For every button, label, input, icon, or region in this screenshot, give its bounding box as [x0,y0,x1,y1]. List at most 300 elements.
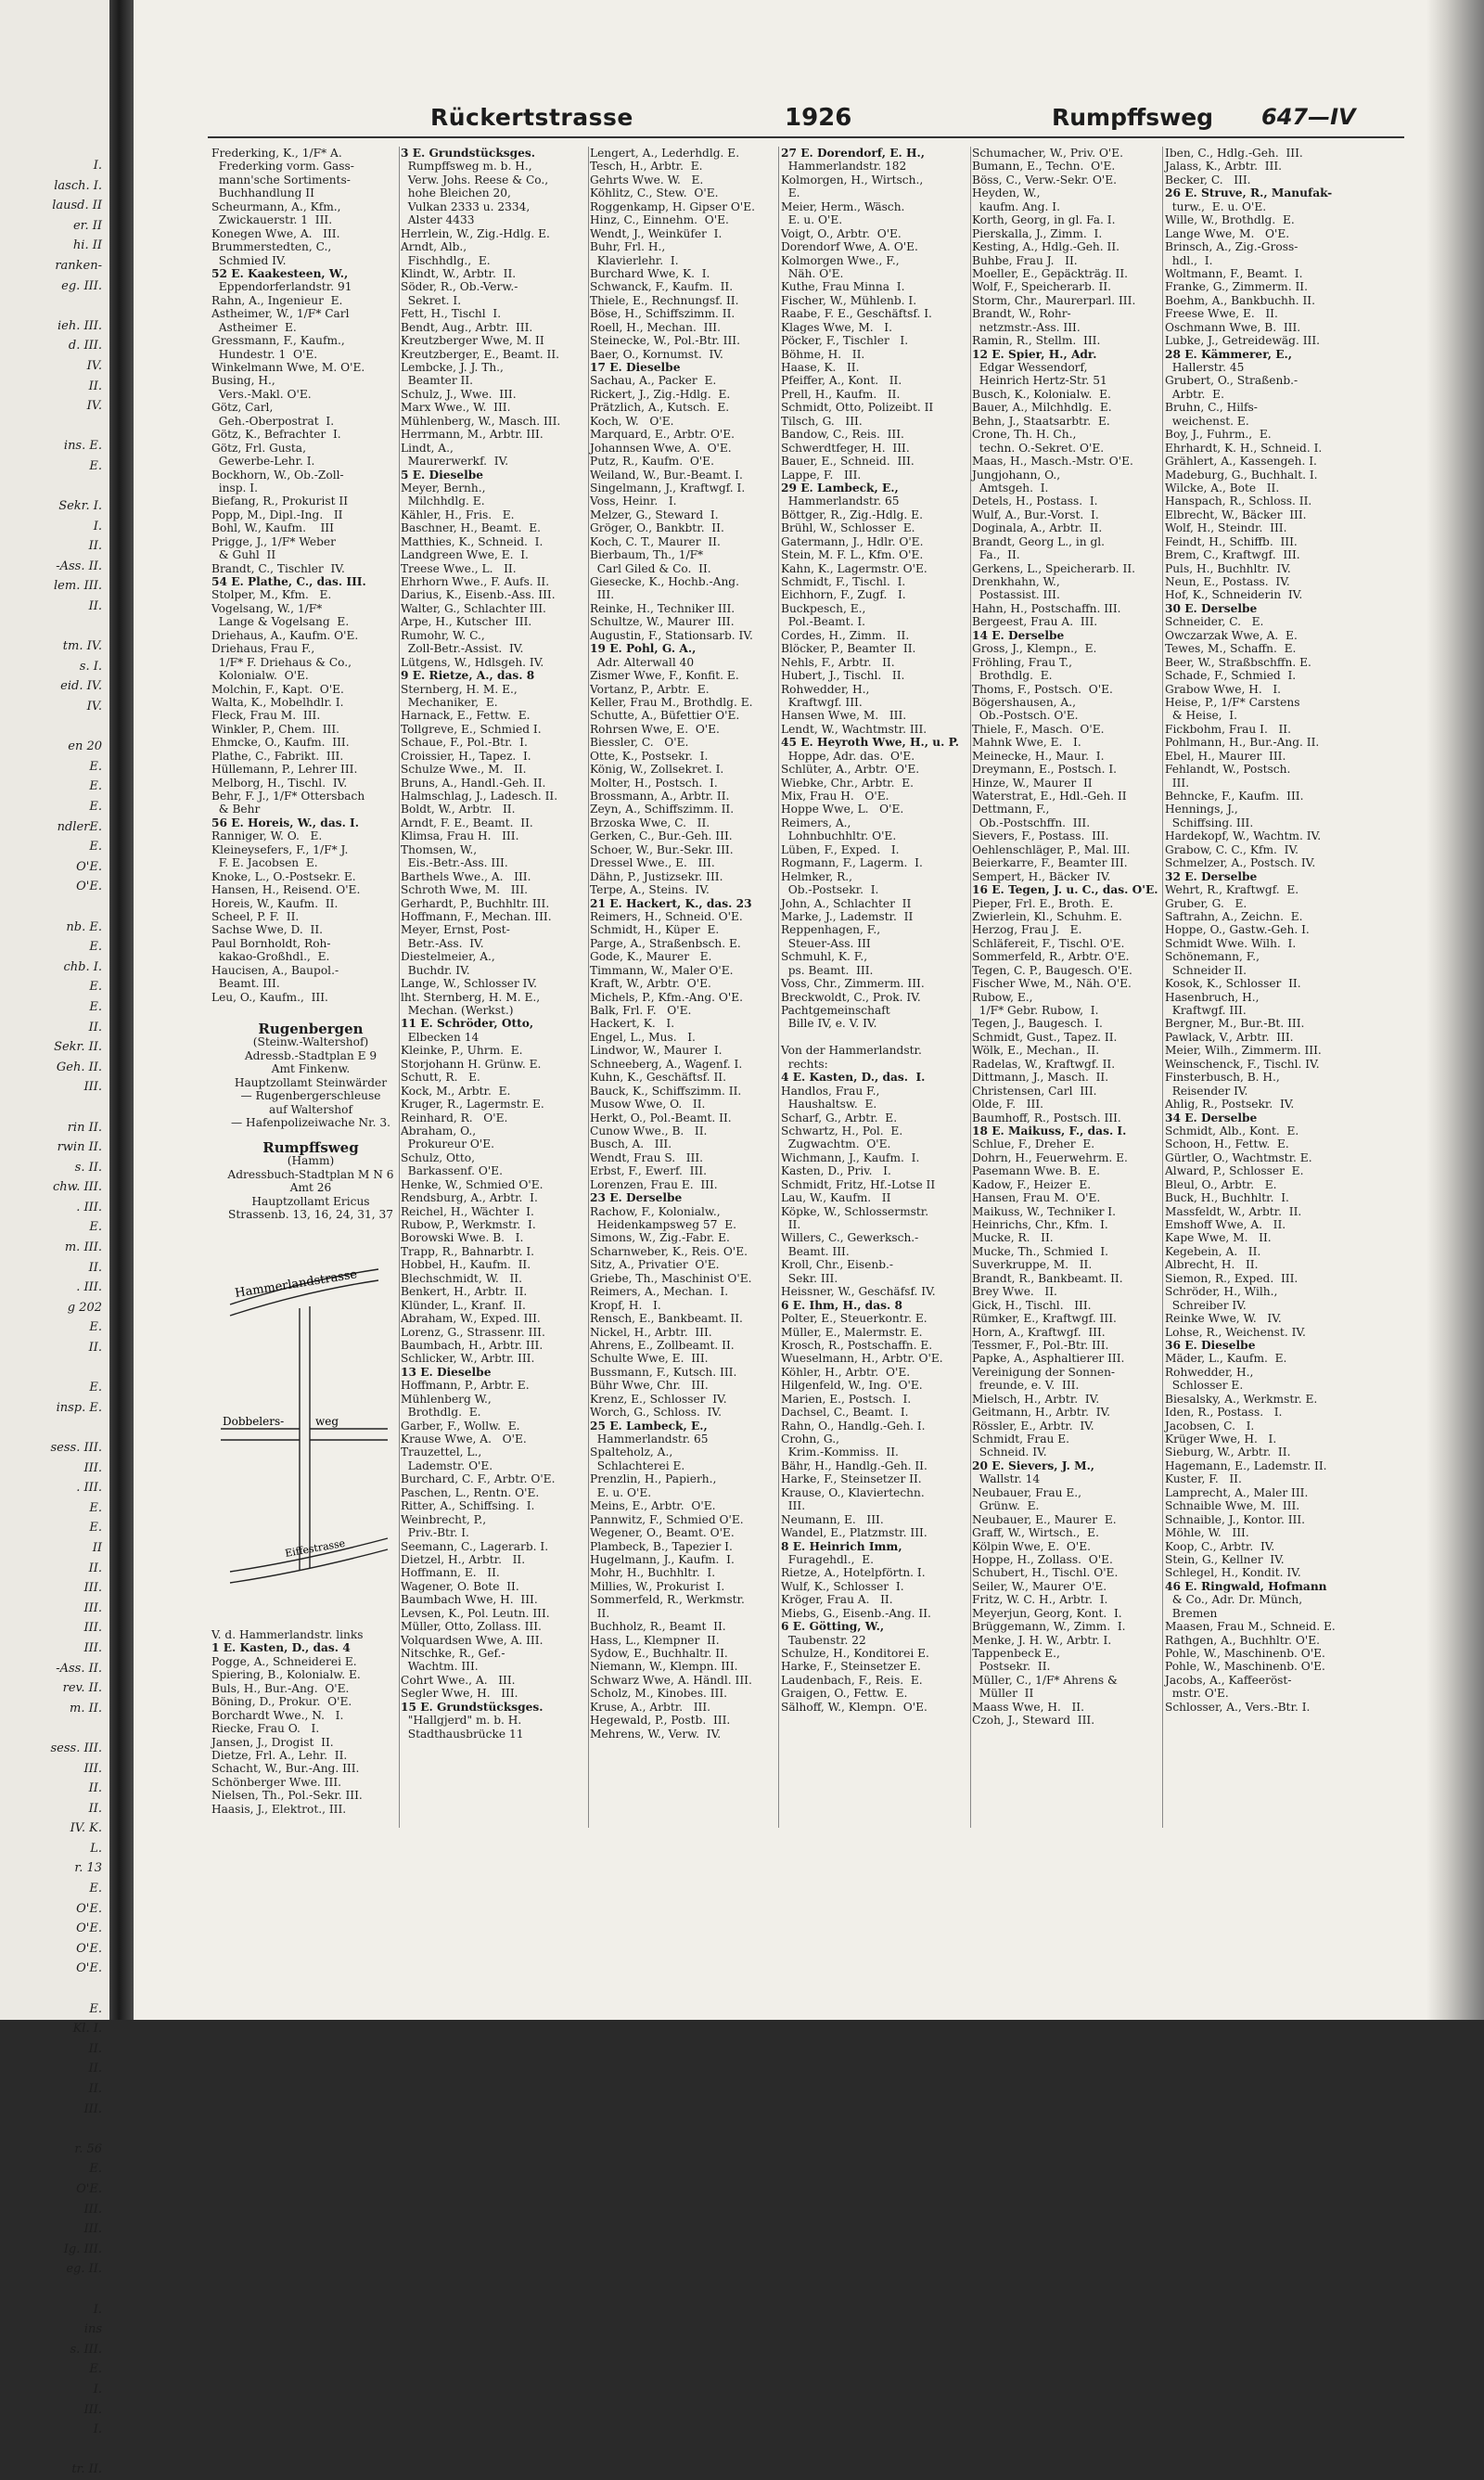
directory-entry: Kraftwgf. III. [1165,1004,1247,1017]
directory-entry: Franke, G., Zimmerm. II. [1165,280,1308,294]
directory-entry: Krüger Wwe, H. I. [1165,1433,1277,1446]
directory-entry: Dressel Wwe., E. III. [590,856,715,870]
directory-entry: Ranniger, W. O. E. [211,829,323,843]
directory-entry: Graigen, O., Fettw. E. [781,1687,908,1701]
directory-entry: Böse, H., Schiffszimm. II. [590,307,736,321]
directory-entry: Prokureur O'E. [401,1137,495,1151]
directory-entry: Lorenz, G., Strassenr. III. [401,1325,545,1339]
directory-entry: Knoke, L., O.-Postsekr. E. [211,869,356,883]
rumpffsweg-section [211,1141,410,1222]
directory-entry: 54 E. Plathe, C., das. III. [211,575,366,588]
directory-entry: Schutte, A., Büfettier O'E. [590,709,740,723]
directory-entry: Hilgenfeld, W., Ing. O'E. [781,1379,923,1393]
directory-entry: Reimers, A., Mechan. I. [590,1285,729,1299]
directory-entry: Schroth Wwe, M. III. [401,883,529,897]
directory-entry: Wichmann, J., Kaufm. I. [781,1150,920,1164]
directory-entry: Nielsen, Th., Pol.-Sekr. III. [211,1789,363,1803]
directory-entry: Ritter, A., Schiffsing. I. [401,1499,535,1513]
directory-entry: Wueselmann, H., Arbtr. O'E. [781,1352,943,1366]
directory-entry: Siemon, R., Exped. III. [1165,1271,1298,1285]
directory-entry: Vortanz, P., Arbtr. E. [590,682,710,696]
directory-entry: Nehls, F., Arbtr. II. [781,655,895,669]
directory-entry: Müller II [972,1687,1034,1701]
page-header [161,104,1423,135]
directory-entry: (Hamm) [287,1154,335,1168]
directory-entry: Seemann, C., Lagerarb. I. [401,1539,549,1553]
directory-entry: Betr.-Ass. IV. [401,936,484,950]
directory-entry: Brinsch, A., Zig.-Gross- [1165,240,1298,254]
directory-entry: Biesalsky, A., Werkmstr. E. [1165,1392,1318,1406]
directory-entry: Baschner, H., Beamt. E. [401,521,541,535]
directory-entry: Koch, C. T., Maurer II. [590,534,721,548]
directory-entry: Busch, A. III. [590,1137,672,1151]
directory-entry: Gewerbe-Lehr. I. [211,455,315,469]
directory-entry: Zoll-Betr.-Assist. IV. [401,642,524,656]
directory-entry: Schmidt, Gust., Tapez. II. [972,1030,1118,1044]
directory-entry: Borchardt Wwe., N. I. [211,1708,344,1722]
directory-entry: Grählert, A., Kassengeh. I. [1165,455,1317,469]
directory-entry: Sommerfeld, R., Arbtr. O'E. [972,950,1130,964]
directory-entry: Benkert, H., Arbtr. II. [401,1285,528,1299]
directory-entry: Iben, C., Hdlg.-Geh. III. [1165,147,1303,160]
directory-entry: Mechaniker, E. [401,695,498,709]
directory-entry: Köhlitz, C., Stew. O'E. [590,186,719,200]
directory-entry: Brothdlg. E. [972,669,1053,683]
directory-entry: Boldt, W., Arbtr. II. [401,803,516,816]
directory-entry: Kape Wwe, M. II. [1165,1231,1272,1245]
directory-entry: Kruger, R., Lagermstr. E. [401,1098,544,1112]
directory-entry: Bandow, C., Reis. III. [781,428,904,442]
directory-entry: Lindt, A., [401,441,454,455]
directory-entry: techn. O.-Sekret. O'E. [972,441,1105,455]
directory-entry: Sempert, H., Bäcker IV. [972,869,1111,883]
directory-entry: Kolonialw. O'E. [211,669,309,683]
directory-entry: Kosok, K., Schlosser II. [1165,977,1301,991]
directory-entry: Ebel, H., Maurer III. [1165,749,1286,763]
directory-entry: Parge, A., Straßenbsch. E. [590,936,741,950]
directory-entry: Marquard, E., Arbtr. O'E. [590,428,736,442]
directory-entry: Lange, W., Schlosser IV. [401,977,538,991]
directory-entry: Schmidt, Otto, Polizeibt. II [781,401,934,415]
directory-entry: Pöcker, F., Tischler I. [781,334,909,348]
directory-entry: 21 E. Hackert, K., das. 23 [590,896,752,910]
directory-entry: Halmschlag, J., Ladesch. II. [401,790,558,803]
directory-entry: Trapp, R., Bahnarbtr. I. [401,1244,535,1258]
directory-entry: Adr. Alterwall 40 [590,655,695,669]
directory-entry: Rugenbergen [258,1021,364,1037]
directory-entry: Kesting, A., Hdlg.-Geh. II. [972,240,1120,254]
directory-entry: Milchhdlg. E. [401,495,485,508]
directory-entry: Alward, P., Schlosser E. [1165,1164,1304,1178]
directory-entry: 1 E. Kasten, D., das. 4 [211,1641,351,1655]
directory-entry: Reinke, H., Techniker III. [590,601,736,615]
directory-entry: Suverkruppe, M. II. [972,1258,1093,1272]
directory-entry: Fröhling, Frau T., [972,655,1073,669]
directory-entry: Hinze, W., Maurer II [972,776,1093,790]
directory-entry: Hundestr. 1 O'E. [211,347,318,361]
directory-entry: ps. Beamt. III. [781,963,874,977]
directory-entry: III. [1165,776,1190,790]
directory-entry: 52 E. Kaakesteen, W., [211,266,349,280]
directory-entry: Schmied IV. [211,253,287,267]
directory-entry: Bumann, E., Techn. O'E. [972,160,1116,173]
directory-entry: netzmstr.-Ass. III. [972,320,1081,334]
column-5 [972,147,1171,1728]
directory-entry: 6 E. Ihm, H., das. 8 [781,1298,902,1312]
directory-entry: 6 E. Götting, W., [781,1620,885,1634]
directory-entry: Voss, Heinr. I. [590,495,677,508]
directory-entry: Thiele, E., Rechnungsf. II. [590,293,739,307]
directory-entry: 30 E. Derselbe [1165,601,1258,615]
directory-entry: Riecke, Frau O. I. [211,1722,320,1736]
directory-entry: Götz, Frl. Gusta, [211,441,306,455]
directory-entry: Ahrens, E., Zollbeamt. II. [590,1338,735,1352]
directory-entry: Mühlenberg W., [401,1392,492,1406]
book-gutter [109,0,134,2020]
directory-entry: Leu, O., Kaufm., III. [211,990,328,1004]
directory-entry: Rumpffsweg [262,1139,359,1156]
directory-entry: Schlegel, H., Kondit. IV. [1165,1566,1301,1580]
directory-entry: Pawlack, V., Arbtr. III. [1165,1030,1294,1044]
directory-entry: Gruber, G. E. [1165,896,1247,910]
map-label-dobbelers: Dobbelers- [223,1415,285,1428]
directory-entry: 56 E. Horeis, W., das. I. [211,816,360,829]
directory-entry: Burchard, C. F., Arbtr. O'E. [401,1472,556,1486]
directory-entry: hohe Bleichen 20, [401,186,511,200]
directory-entry: Storjohann H. Grünw. E. [401,1057,542,1071]
directory-entry: Simons, W., Zig.-Fabr. E. [590,1231,730,1245]
header-rule [208,136,1404,138]
header-page-number: 647—IV [1261,104,1356,130]
directory-entry: 29 E. Lambeck, E., [781,481,899,495]
directory-entry: Bauer, E., Schneid. III. [781,455,915,469]
directory-entry: Raabe, F. E., Geschäftsf. I. [781,307,932,321]
directory-entry: Schneid. IV. [972,1446,1047,1459]
directory-entry: Buhbe, Frau J. II. [972,253,1078,267]
directory-entry: Wandel, E., Platzmstr. III. [781,1526,928,1540]
directory-entry: Millies, W., Prokurist I. [590,1579,725,1593]
directory-entry: Amt 26 [289,1181,332,1195]
directory-entry: Wölk, E., Mechan., II. [972,1044,1100,1058]
directory-entry: Frederking, K., 1/F* A. [211,147,342,160]
directory-entry: Bähr, H., Handlg.-Geh. II. [781,1458,928,1472]
map-hammerlandstrasse [230,1267,378,1316]
directory-entry: Henke, W., Schmied O'E. [401,1177,544,1191]
directory-entry: Sydow, E., Buchhaltr. II. [590,1647,728,1660]
directory-entry: Oehlenschläger, P., Mal. III. [972,842,1131,856]
directory-entry: Haasis, J., Elektrot., III. [211,1802,347,1816]
directory-entry: Becker, C. III. [1165,173,1251,186]
directory-entry: Rümker, E., Kraftwgf. III. [972,1312,1117,1326]
directory-entry: Schlosser E. [1165,1379,1244,1393]
directory-entry: Neun, E., Postass. IV. [1165,575,1290,588]
directory-entry: Jansen, J., Drogist II. [211,1735,334,1749]
directory-entry: Schneider II. [1165,963,1247,977]
column-2 [401,147,599,1741]
directory-entry: Cordes, H., Zimm. II. [781,628,910,642]
street-map-diagram [211,1234,397,1624]
directory-entry: Stadthausbrücke 11 [401,1727,524,1741]
directory-entry: Schwerdtfeger, H. III. [781,441,910,455]
directory-entry: 20 E. Sievers, J. M., [972,1458,1095,1472]
directory-entry: Handlos, Frau F., [781,1084,880,1098]
directory-entry: Tewes, M., Schaffn. E. [1165,642,1297,656]
column-3 [590,147,788,1741]
directory-entry: Elbecken 14 [401,1030,480,1044]
directory-entry: Kraftwgf. III. [781,695,863,709]
directory-entry: Mielsch, H., Arbtr. IV. [972,1392,1100,1406]
directory-entry: Jacobs, A., Kaffeeröst- [1165,1673,1292,1687]
directory-entry: Zugwachtm. O'E. [781,1137,891,1151]
directory-entry: Dietze, Frl. A., Lehr. II. [211,1748,348,1762]
directory-entry: Ehrhorn Wwe., F. Aufs. II. [401,575,550,588]
directory-entry: Bohl, W., Kaufm. III [211,521,334,535]
directory-entry: Hauptzollamt Steinwärder [234,1075,388,1089]
directory-entry: Vereinigung der Sonnen- [972,1365,1116,1379]
directory-entry: Fleck, Frau M. III. [211,709,321,723]
directory-entry: Ehmcke, O., Kaufm. III. [211,736,350,750]
directory-entry: Schoon, H., Fettw. E. [1165,1137,1289,1151]
directory-entry: Heinrichs, Chr., Kfm. I. [972,1218,1108,1231]
directory-entry: Brzoska Wwe, C. II. [590,816,710,829]
directory-entry: Prenzlin, H., Papierh., [590,1472,717,1486]
previous-page-text: I. lasch. I. lausd. II er. II hi. II ranken- eg. III. ieh. III. d. III. IV. II. IV. ins. E. E. Sekr. I. I. II. -Ass. II. lem. III. II. tm. IV. s. I. eid. IV. IV. en 20 E. E. E. ndlerE. E. O'E. O'E. nb. E. E. chb. I. E. E. II. Sekr. II. Geh. II. III. rin II. rwin II. s. II. chw. III. . III. E. m. III. II. . III. g 202 E. II. E. insp. E. sess. III. III. . III. E. E. II II. III. III. III. III. -Ass. II. rev. II. m. II. sess. III. III. II. II. IV. K. L. r. 13 E. O'E. O'E. O'E. O'E. E. Kl. I. II. II. II. III. r. 56 E. O'E. III. III. Ig. III. eg. II. I. ins s. III. E. I. III. I. tr. II. [50,159,102,2477]
directory-entry: Albrecht, H. II. [1165,1258,1259,1272]
directory-entry: Reppenhagen, F., [781,923,881,937]
directory-entry: John, A., Schlachter II [781,896,912,910]
directory-entry: Schröder, H., Wilh., [1165,1285,1278,1299]
directory-entry: Walta, K., Mobelhdlr. I. [211,695,344,709]
directory-entry: Sachse Wwe, D. II. [211,923,324,937]
directory-entry: Maas, H., Masch.-Mstr. O'E. [972,455,1133,469]
directory-entry: Koop, C., Arbtr. IV. [1165,1539,1275,1553]
directory-entry: Wagener, O. Bote II. [401,1579,519,1593]
directory-entry: Pachtgemeinschaft [781,1004,890,1017]
directory-entry: Steinecke, W., Pol.-Btr. III. [590,334,740,348]
directory-entry: Wegener, O., Beamt. O'E. [590,1526,735,1540]
directory-entry: Bauck, K., Schiffszimm. II. [590,1084,742,1098]
directory-entry: Zwickauerstr. 1 III. [211,213,333,227]
directory-entry: Geitmann, H., Arbtr. IV. [972,1406,1111,1420]
directory-entry: Klages Wwe, M. I. [781,320,892,334]
directory-entry: Furagehdl., E. [781,1552,874,1566]
directory-entry: "Hallgjerd" m. b. H. [401,1714,522,1728]
directory-entry: Fickbohm, Frau I. II. [1165,722,1291,736]
directory-entry: Krause Wwe, A. O'E. [401,1433,527,1446]
directory-entry: Ahlig, R., Postsekr. IV. [1165,1098,1295,1112]
directory-entry: 34 E. Derselbe [1165,1111,1258,1124]
directory-entry: insp. I. [211,481,258,495]
directory-page [134,0,1484,2020]
directory-entry: F. E. Jacobsen E. [211,856,318,870]
directory-entry: Gerhardt, P., Buchhltr. III. [401,896,550,910]
directory-entry: Voss, Chr., Zimmerm. III. [781,977,925,991]
directory-entry: Gressmann, F., Kaufm., [211,334,345,348]
directory-entry: Meier, Wilh., Zimmerm. III. [1165,1044,1322,1058]
directory-entry: Pohlmann, H., Bur.-Ang. II. [1165,736,1320,750]
directory-entry: Giesecke, K., Hochb.-Ang. [590,575,739,588]
directory-entry: II. [590,1606,610,1620]
directory-entry: Buck, H., Buchhltr. I. [1165,1191,1289,1205]
directory-entry: Böss, C., Verw.-Sekr. O'E. [972,173,1118,186]
directory-entry: Sekr. III. [781,1271,838,1285]
directory-entry: Lohse, R., Weichenst. IV. [1165,1325,1306,1339]
directory-entry: Maurerwerkf. IV. [401,455,509,469]
directory-entry: Czoh, J., Steward III. [972,1714,1095,1728]
directory-entry: Reisender IV. [1165,1084,1248,1098]
directory-entry: Reimers, A., [781,816,851,829]
directory-entry: Kolmorgen Wwe., F., [781,253,900,267]
directory-entry: Boehm, A., Bankbuchh. II. [1165,293,1315,307]
directory-entry: 16 E. Tegen, J. u. C., das. O'E. [972,883,1158,897]
street-map [211,1234,397,1624]
directory-entry: 3 E. Grundstücksges. [401,147,536,160]
directory-entry: Niemann, W., Klempn. III. [590,1660,738,1674]
directory-entry: Köhler, H., Arbtr. O'E. [781,1365,911,1379]
directory-entry: Lau, W., Kaufm. II [781,1191,891,1205]
directory-entry: Singelmann, J., Kraftwgf. I. [590,481,746,495]
directory-entry: Levsen, K., Pol. Leutn. III. [401,1606,550,1620]
directory-entry: Hoppe, H., Zollass. O'E. [972,1552,1113,1566]
directory-entry: Erbst, F., Ewerf. III. [590,1164,707,1178]
directory-entry: Reinke Wwe, W. IV. [1165,1312,1282,1326]
directory-entry: Ramin, R., Stellm. III. [972,334,1101,348]
directory-entry: Sternberg, H. M. E., [401,682,518,696]
directory-entry: Böhme, H. II. [781,347,865,361]
directory-entry: Brandt, R., Bankbeamt. II. [972,1271,1123,1285]
directory-entry: Eichhorn, F., Zugf. I. [781,588,906,602]
directory-entry: Kuster, F. II. [1165,1472,1242,1486]
directory-entry: Schmidt, Fritz, Hf.-Lotse II [781,1177,936,1191]
directory-entry: Lengert, A., Lederhdlg. E. [590,147,740,160]
directory-entry: Priv.-Btr. I. [401,1526,469,1540]
page-edge-shadow [1426,0,1484,2020]
directory-entry: Schönberger Wwe. III. [211,1775,342,1789]
directory-entry: Kegebein, A. II. [1165,1244,1261,1258]
directory-entry: Sommerfeld, R., Werkmstr. [590,1593,745,1607]
directory-entry: Breckwoldt, C., Prok. IV. [781,990,921,1004]
directory-entry: Lamprecht, A., Maler III. [1165,1485,1309,1499]
directory-entry: Eis.-Betr.-Ass. III. [401,856,508,870]
directory-entry: 27 E. Dorendorf, E. H., [781,147,926,160]
directory-entry: Rubow, E., [972,990,1033,1004]
directory-entry: Hugelmann, J., Kaufm. I. [590,1552,735,1566]
directory-entry: Wilcke, A., Bote II. [1165,481,1280,495]
directory-entry: Christensen, Carl III. [972,1084,1097,1098]
directory-entry: 26 E. Struve, R., Manufak- [1165,186,1333,200]
directory-entry: Meyerjun, Georg, Kont. I. [972,1606,1122,1620]
directory-entry: Pannwitz, F., Schmied O'E. [590,1512,744,1526]
directory-entry: Polter, E., Steuerkontr. E. [781,1312,928,1326]
directory-entry: Otte, K., Postsekr. I. [590,749,709,763]
directory-entry: 5 E. Dieselbe [401,468,483,482]
map-label-eiffestrasse: Eiffestrasse [284,1536,347,1560]
directory-entry: Schwanck, F., Kaufm. II. [590,280,734,294]
directory-entry: Dietzel, H., Arbtr. II. [401,1552,526,1566]
directory-entry: Michels, P., Kfm.-Ang. O'E. [590,990,743,1004]
directory-entry: Schade, F., Schmied I. [1165,669,1297,683]
directory-entry: lht. Sternberg, H. M. E., [401,990,541,1004]
directory-entry: Dorendorf Wwe, A. O'E. [781,240,918,254]
directory-entry: Arbtr. E. [1165,387,1224,401]
directory-entry: Wolf, F., Speicherarb. II. [972,280,1112,294]
directory-entry: Verw. Johs. Reese & Co., [401,173,549,186]
directory-entry: Croissier, H., Tapez. I. [401,749,531,763]
directory-entry: Kropf, H. I. [590,1298,661,1312]
directory-entry: 17 E. Dieselbe [590,361,681,374]
directory-entry: Bögershausen, A., [972,695,1076,709]
directory-entry: Iden, R., Postass. I. [1165,1406,1283,1420]
directory-entry: Storm, Chr., Maurerparl. III. [972,293,1136,307]
directory-entry: Hahn, H., Postschaffn. III. [972,601,1121,615]
directory-entry: Wulf, A., Bur.-Vorst. I. [972,508,1099,521]
directory-entry: Thoms, F., Postsch. O'E. [972,682,1113,696]
directory-entry: Treese Wwe., L. II. [401,561,517,575]
directory-entry: Biessler, C. O'E. [590,736,689,750]
directory-entry: Wendt, Frau S. III. [590,1150,704,1164]
directory-entry: Bierbaum, Th., 1/F* [590,548,704,562]
directory-entry: Lendt, W., Wachtmstr. III. [781,722,928,736]
directory-entry: Meins, E., Arbtr. O'E. [590,1499,716,1513]
directory-entry: Putz, R., Kaufm. O'E. [590,455,714,469]
directory-entry: Driehaus, A., Kaufm. O'E. [211,628,359,642]
directory-entry: Pieper, Frl. E., Broth. E. [972,896,1114,910]
directory-entry: Hansen, H., Reisend. O'E. [211,883,361,897]
directory-entry: Müller, Otto, Zollass. III. [401,1620,542,1634]
directory-entry: Lubke, J., Getreidewäg. III. [1165,334,1321,348]
directory-entry: Hof, K., Schneiderin IV. [1165,588,1303,602]
directory-entry: Brüggemann, W., Zimm. I. [972,1620,1126,1634]
directory-entry: Winkelmann Wwe, M. O'E. [211,361,365,374]
directory-entry: Segler Wwe, H. III. [401,1687,518,1701]
directory-entry: Krim.-Kommiss. II. [781,1446,899,1459]
directory-entry: Abraham, O., [401,1124,477,1137]
directory-entry: Marke, J., Lademstr. II [781,909,914,923]
directory-entry: Kuhn, K., Geschäftsf. II. [590,1071,726,1085]
directory-entry: Feindt, H., Schiffb. III. [1165,534,1298,548]
directory-entry: Nitschke, R., Gef.- [401,1647,505,1660]
directory-entry: Hammerlandstr. 65 [590,1433,709,1446]
directory-entry: Heyden, W., [972,186,1041,200]
directory-entry: 46 E. Ringwald, Hofmann [1165,1579,1327,1593]
directory-entry: Schultze, W., Maurer III. [590,615,735,629]
directory-entry: Köpke, W., Schlossermstr. [781,1204,929,1218]
map-eiffestrasse [230,1537,388,1583]
directory-entry: Walter, G., Schlachter III. [401,601,546,615]
directory-entry: Roggenkamp, H. Gipser O'E. [590,199,756,213]
directory-entry: Schmuhl, K. F., [781,950,868,964]
directory-entry: Radelas, W., Kraftwgf. II. [972,1057,1116,1071]
directory-entry: Hammerlandstr. 182 [781,160,907,173]
map-label-weg: weg [315,1415,339,1428]
directory-entry: Vulkan 2333 u. 2334, [401,199,531,213]
directory-entry: Pohle, W., Maschinenb. O'E. [1165,1660,1325,1674]
directory-entry: Schumacher, W., Priv. O'E. [972,147,1124,160]
directory-entry: Woltmann, F., Beamt. I. [1165,266,1303,280]
directory-entry: Beierkarre, F., Beamter III. [972,856,1128,870]
directory-entry: kaufm. Ang. I. [972,199,1060,213]
directory-entry: Scheurmann, A., Kfm., [211,199,341,213]
directory-entry: Musow Wwe, O. II. [590,1098,706,1112]
directory-entry: Meyer, Bernh., [401,481,486,495]
directory-entry: Wille, W., Brothdlg. E. [1165,213,1295,227]
directory-entry: Herzog, Frau J. E. [972,923,1082,937]
directory-entry: Scholz, M., Kinobes. III. [590,1687,728,1701]
directory-entry: auf Waltershof [268,1102,353,1116]
directory-entry: Darius, K., Eisenb.-Ass. III. [401,588,556,602]
directory-entry: Schwartz, H., Pol. E. [781,1124,903,1137]
directory-entry: Mäder, L., Kaufm. E. [1165,1352,1287,1366]
